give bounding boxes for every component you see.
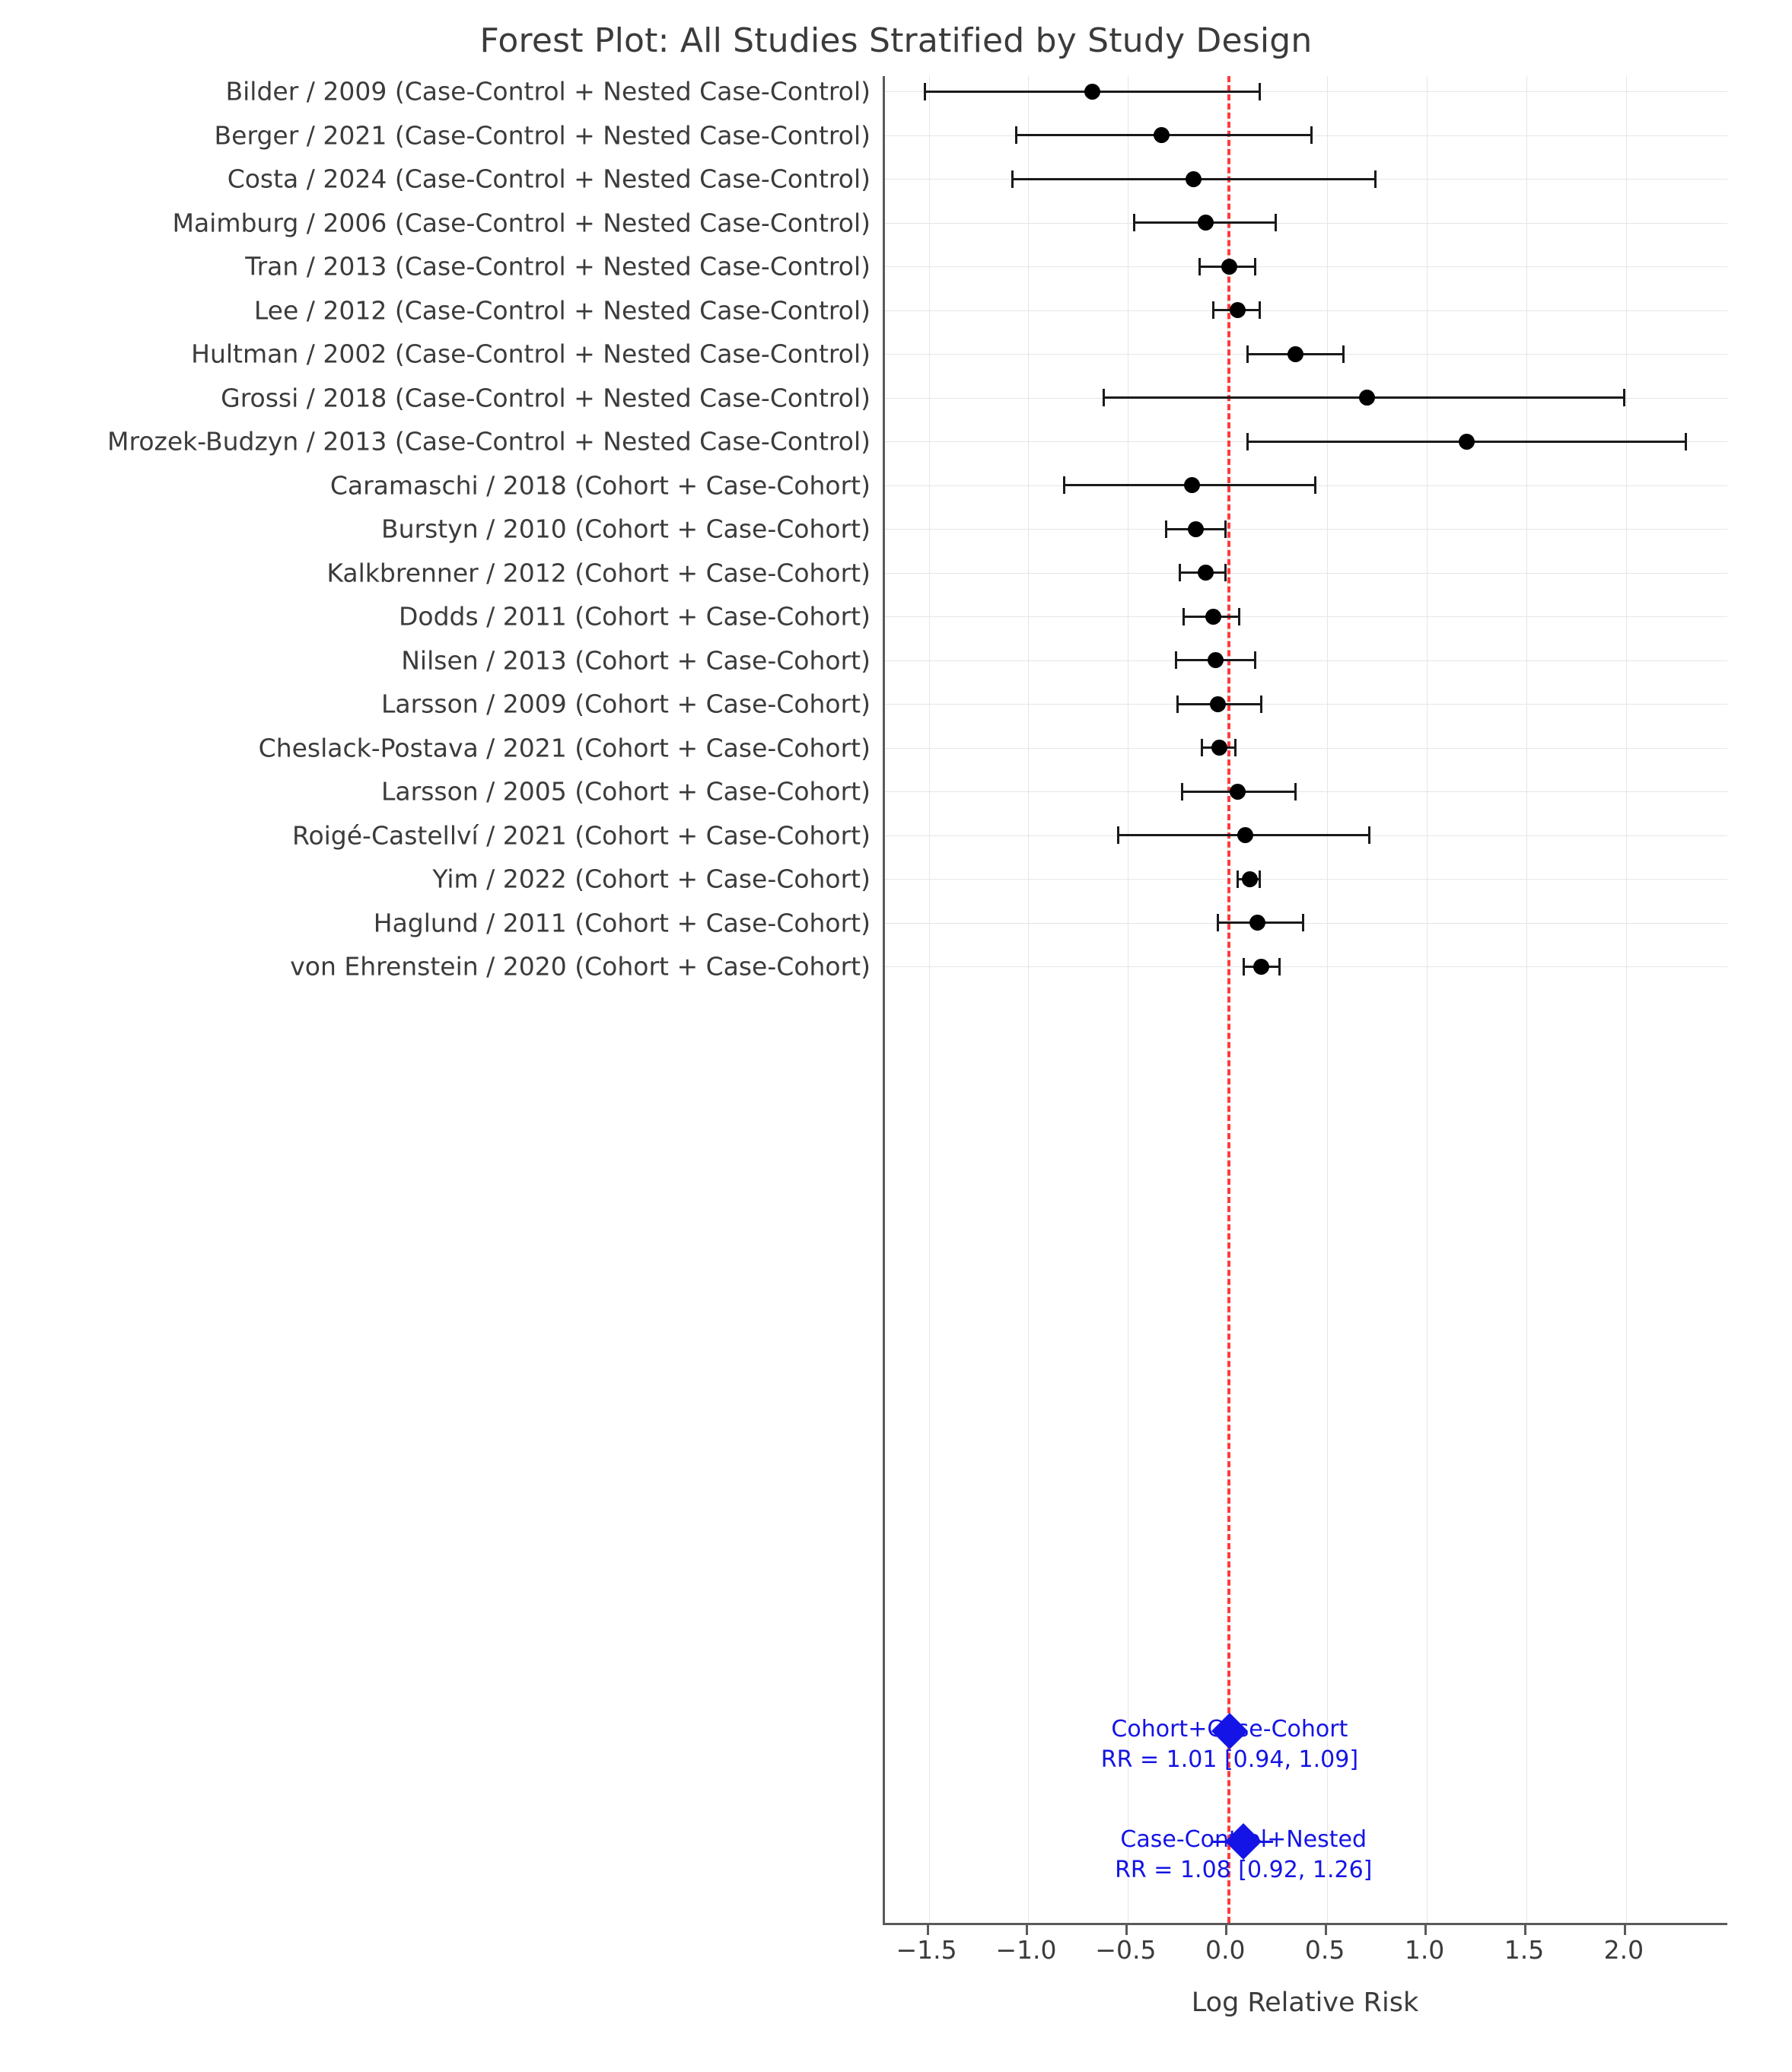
- gridline-horizontal: [885, 660, 1727, 661]
- confidence-interval-cap: [1254, 651, 1256, 669]
- confidence-interval-cap: [1063, 476, 1065, 494]
- point-estimate-marker: [1208, 652, 1224, 668]
- x-tick-mark: [1424, 1925, 1427, 1935]
- x-tick-mark: [1624, 1925, 1626, 1935]
- confidence-interval-cap: [1133, 214, 1135, 231]
- point-estimate-marker: [1186, 171, 1202, 187]
- gridline-vertical: [1626, 76, 1627, 1923]
- point-estimate-marker: [1230, 784, 1246, 800]
- confidence-interval-cap: [924, 83, 926, 100]
- plot-area: [883, 76, 1727, 1925]
- point-estimate-marker: [1288, 346, 1303, 362]
- confidence-interval-cap: [1117, 826, 1119, 844]
- summary-label: [1101, 1714, 1358, 1774]
- confidence-interval-cap: [1623, 389, 1625, 406]
- confidence-interval-cap: [1182, 608, 1185, 625]
- gridline-horizontal: [885, 748, 1727, 749]
- x-tick-mark: [1325, 1925, 1327, 1935]
- confidence-interval-cap: [1103, 389, 1105, 406]
- point-estimate-marker: [1359, 390, 1375, 406]
- study-label: Caramaschi / 2018 (Cohort + Case-Cohort): [329, 470, 871, 500]
- confidence-interval-cap: [1278, 958, 1281, 976]
- x-tick-label: −1.0: [995, 1935, 1057, 1965]
- point-estimate-marker: [1211, 740, 1227, 756]
- confidence-interval-cap: [1246, 433, 1249, 450]
- study-label: Mrozek-Budzyn / 2013 (Case-Control + Nested Case-Control): [107, 426, 871, 457]
- confidence-interval-cap: [1179, 564, 1181, 581]
- study-label: von Ehrenstein / 2020 (Cohort + Case-Cohort): [290, 951, 871, 982]
- gridline-vertical: [929, 76, 930, 1923]
- study-label: Yim / 2022 (Cohort + Case-Cohort): [432, 864, 871, 894]
- point-estimate-marker: [1198, 565, 1214, 581]
- confidence-interval-cap: [1224, 520, 1227, 538]
- x-tick-label: 0.5: [1304, 1935, 1345, 1965]
- summary-group-name: Case-Control+Nested: [1120, 1826, 1367, 1853]
- gridline-horizontal: [885, 573, 1727, 574]
- x-tick-mark: [1524, 1925, 1526, 1935]
- study-label: Grossi / 2018 (Case-Control + Nested Case-Control): [221, 383, 871, 412]
- study-label: Haglund / 2011 (Cohort + Case-Cohort): [373, 908, 871, 937]
- confidence-interval-cap: [1201, 739, 1203, 756]
- point-estimate-marker: [1237, 827, 1253, 843]
- gridline-horizontal: [885, 310, 1727, 311]
- gridline-horizontal: [885, 923, 1727, 924]
- study-label: Cheslack-Postava / 2021 (Cohort + Case-Cohort): [258, 733, 871, 762]
- point-estimate-marker: [1184, 477, 1200, 493]
- x-tick-label: −0.5: [1095, 1935, 1157, 1965]
- confidence-interval-cap: [1234, 739, 1237, 756]
- point-estimate-marker: [1221, 259, 1237, 275]
- study-label: Hultman / 2002 (Case-Control + Nested Case-Control): [191, 339, 871, 369]
- point-estimate-marker: [1188, 521, 1204, 537]
- gridline-horizontal: [885, 704, 1727, 705]
- confidence-interval-cap: [1259, 83, 1261, 100]
- gridline-vertical: [1526, 76, 1527, 1923]
- gridline-horizontal: [885, 266, 1727, 267]
- point-estimate-marker: [1210, 696, 1226, 712]
- confidence-interval-cap: [1243, 958, 1245, 976]
- confidence-interval-cap: [1314, 476, 1316, 494]
- confidence-interval-cap: [1685, 433, 1687, 450]
- gridline-horizontal: [885, 791, 1727, 792]
- confidence-interval-cap: [1237, 870, 1239, 888]
- summary-group-name: Cohort+Case-Cohort: [1111, 1716, 1348, 1743]
- gridline-horizontal: [885, 879, 1727, 880]
- confidence-interval-cap: [1254, 258, 1256, 275]
- study-label: Burstyn / 2010 (Cohort + Case-Cohort): [380, 514, 871, 544]
- gridline-vertical: [1028, 76, 1029, 1923]
- confidence-interval-cap: [1260, 695, 1262, 713]
- x-tick-label: 1.5: [1504, 1935, 1545, 1965]
- study-label: Berger / 2021 (Case-Control + Nested Case-Control): [214, 120, 871, 150]
- gridline-horizontal: [885, 966, 1727, 967]
- x-tick-label: −1.5: [896, 1935, 957, 1965]
- confidence-interval-cap: [1259, 301, 1261, 319]
- study-label: Maimburg / 2006 (Case-Control + Nested Case-Control): [172, 208, 871, 237]
- confidence-interval-cap: [1342, 345, 1345, 363]
- confidence-interval-cap: [1176, 695, 1179, 713]
- study-label: Larsson / 2005 (Cohort + Case-Cohort): [381, 776, 871, 807]
- point-estimate-marker: [1253, 959, 1269, 975]
- confidence-interval-cap: [1294, 783, 1297, 800]
- confidence-interval-cap: [1181, 783, 1183, 800]
- point-estimate-marker: [1154, 127, 1170, 143]
- confidence-interval-cap: [1224, 564, 1227, 581]
- summary-label: [1115, 1825, 1372, 1885]
- study-label: Costa / 2024 (Case-Control + Nested Case-Control): [227, 164, 871, 194]
- x-tick-label: 2.0: [1603, 1935, 1644, 1965]
- summary-rr-value: RR = 1.08 [0.92, 1.26]: [1115, 1856, 1373, 1883]
- study-label: Dodds / 2011 (Cohort + Case-Cohort): [399, 601, 871, 632]
- point-estimate-marker: [1205, 609, 1221, 625]
- confidence-interval-cap: [1212, 301, 1214, 319]
- null-effect-line: [1227, 76, 1230, 1923]
- point-estimate-marker: [1198, 215, 1214, 231]
- x-tick-label: 0.0: [1205, 1935, 1246, 1965]
- study-label: Tran / 2013 (Case-Control + Nested Case-Control): [245, 251, 871, 282]
- confidence-interval-cap: [1011, 170, 1014, 188]
- confidence-interval-cap: [1198, 258, 1201, 275]
- x-tick-mark: [1125, 1925, 1128, 1935]
- gridline-vertical: [1427, 76, 1428, 1923]
- confidence-interval-cap: [1368, 826, 1370, 844]
- point-estimate-marker: [1459, 434, 1475, 450]
- x-tick-mark: [1225, 1925, 1227, 1935]
- study-label: Roigé-Castellví / 2021 (Cohort + Case-Cohort): [292, 820, 871, 850]
- gridline-horizontal: [885, 529, 1727, 530]
- study-label: Nilsen / 2013 (Cohort + Case-Cohort): [401, 645, 871, 675]
- confidence-interval-cap: [1259, 870, 1261, 888]
- summary-rr-value: RR = 1.01 [0.94, 1.09]: [1100, 1746, 1359, 1773]
- point-estimate-marker: [1242, 871, 1258, 887]
- page-title: Forest Plot: All Studies Stratified by Study Design: [479, 21, 1313, 60]
- study-label: Larsson / 2009 (Cohort + Case-Cohort): [381, 689, 871, 719]
- confidence-interval-cap: [1217, 914, 1219, 931]
- x-tick-mark: [927, 1925, 929, 1935]
- gridline-horizontal: [885, 223, 1727, 224]
- point-estimate-marker: [1230, 302, 1246, 318]
- confidence-interval-cap: [1302, 914, 1304, 931]
- study-label: Kalkbrenner / 2012 (Cohort + Case-Cohort): [326, 558, 871, 587]
- gridline-horizontal: [885, 616, 1727, 617]
- x-tick-mark: [1026, 1925, 1028, 1935]
- x-axis-title: Log Relative Risk: [1191, 1988, 1419, 2018]
- study-label: Lee / 2012 (Case-Control + Nested Case-Control): [253, 295, 871, 325]
- point-estimate-marker: [1249, 915, 1265, 931]
- confidence-interval-cap: [1175, 651, 1177, 669]
- confidence-interval-cap: [1165, 520, 1167, 538]
- confidence-interval-cap: [1015, 126, 1017, 144]
- confidence-interval-cap: [1246, 345, 1249, 363]
- confidence-interval-cap: [1275, 214, 1277, 231]
- confidence-interval-cap: [1238, 608, 1240, 625]
- confidence-interval-cap: [1374, 170, 1377, 188]
- confidence-interval-cap: [1310, 126, 1313, 144]
- point-estimate-marker: [1084, 84, 1100, 100]
- study-label: Bilder / 2009 (Case-Control + Nested Case-Control): [225, 76, 871, 107]
- x-tick-label: 1.0: [1404, 1935, 1445, 1965]
